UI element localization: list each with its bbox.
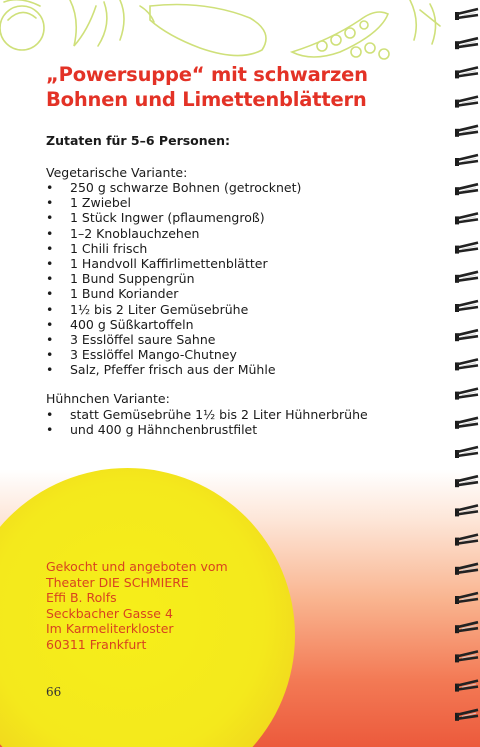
ingredient-item: • 3 Esslöffel saure Sahne: [46, 332, 301, 347]
credits-block: [46, 559, 228, 652]
spiral-coil: [455, 243, 478, 254]
ingredient-item: • 3 Esslöffel Mango-Chutney: [46, 347, 301, 362]
credit-line: Seckbacher Gasse 4: [46, 605, 173, 621]
spiral-coil: [455, 447, 478, 458]
spiral-coil: [455, 651, 478, 662]
spiral-coil: [455, 681, 478, 692]
credit-line: Im Karmeliterkloster: [46, 621, 174, 636]
credit-line: 60311 Frankfurt: [46, 636, 147, 652]
servings-heading: Zutaten für 5–6 Personen:: [46, 133, 231, 148]
ingredient-item: • 1 Zwiebel: [46, 195, 301, 210]
spiral-coil: [455, 535, 478, 546]
page-number: 66: [46, 685, 62, 699]
vegetable-line-drawing-icon: [0, 0, 454, 62]
spiral-coil: [455, 301, 478, 312]
credit-line: Gekocht und angeboten vom: [46, 559, 228, 574]
ingredient-item: • 1–2 Knoblauchzehen: [46, 226, 301, 241]
spiral-coil: [455, 97, 478, 108]
ingredient-item: • und 400 g Hähnchenbrustfilet: [46, 422, 368, 437]
ingredient-item: • 1 Bund Koriander: [46, 286, 301, 301]
spiral-coil: [455, 476, 478, 487]
spiral-coil: [455, 38, 478, 49]
credit-line: Theater DIE SCHMIERE: [46, 574, 189, 590]
ingredient-item: • 1 Chili frisch: [46, 241, 301, 256]
ingredient-item: • 1 Bund Suppengrün: [46, 271, 301, 286]
section-label-vegetarian: Vegetarische Variante:: [46, 165, 188, 180]
ingredient-item: • 400 g Süßkartoffeln: [46, 317, 301, 332]
spiral-coil: [455, 213, 478, 224]
section-label-chicken: Hühnchen Variante:: [46, 391, 170, 406]
spiral-coil: [455, 330, 478, 341]
ingredient-item: • 1½ bis 2 Liter Gemüsebrühe: [46, 302, 301, 317]
ingredient-item: • statt Gemüsebrühe 1½ bis 2 Liter Hühnerbrühe: [46, 407, 368, 422]
spiral-binding-icon: [454, 0, 480, 747]
spiral-coil: [455, 593, 478, 604]
spiral-coil: [455, 564, 478, 575]
ingredient-item: • 250 g schwarze Bohnen (getrocknet): [46, 180, 301, 195]
spiral-coil: [455, 67, 478, 78]
spiral-coil: [455, 9, 478, 20]
ingredient-list-chicken: [46, 407, 368, 437]
spiral-coil: [455, 622, 478, 633]
ingredient-item: • Salz, Pfeffer frisch aus der Mühle: [46, 362, 301, 377]
spiral-coil: [455, 184, 478, 195]
spiral-coil: [455, 505, 478, 516]
spiral-coil: [455, 155, 478, 166]
spiral-coil: [455, 272, 478, 283]
spiral-coil: [455, 389, 478, 400]
recipe-title: „Powersuppe“ mit schwarzen Bohnen und Limettenblättern: [46, 63, 368, 111]
credit-line: Effi B. Rolfs: [46, 590, 117, 605]
ingredient-list-vegetarian: [46, 180, 301, 378]
spiral-coil: [455, 710, 478, 721]
ingredient-item: • 1 Handvoll Kaffirlimettenblätter: [46, 256, 301, 271]
ingredient-item: • 1 Stück Ingwer (pflaumengroß): [46, 210, 301, 225]
spiral-coil: [455, 359, 478, 370]
spiral-coil: [455, 418, 478, 429]
spiral-coil: [455, 126, 478, 137]
